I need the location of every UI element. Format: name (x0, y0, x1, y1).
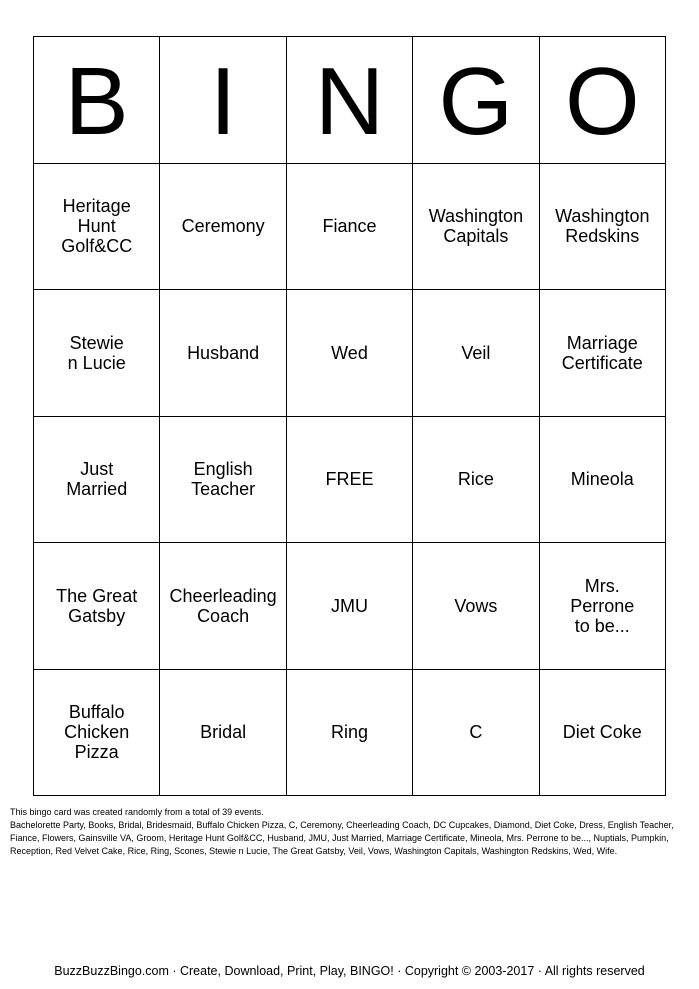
bingo-cell: Marriage Certificate (540, 290, 666, 417)
bingo-cell: Diet Coke (540, 670, 666, 797)
bingo-cell: Cheerleading Coach (160, 543, 286, 670)
event-list-footnote (10, 806, 690, 858)
bingo-cell: JMU (287, 543, 413, 670)
footnote-events: Bachelorette Party, Books, Bridal, Bridesmaid, Buffalo Chicken Pizza, C, Ceremony, Cheerleading Coach, DC Cupcakes, Diamond, Diet Coke, Dress, English Teacher, Fiance, Flowers, Gainsville VA, Groom, Heritage Hunt Golf&CC, Husband, JMU, Just Married, Marriage Certificate, Mineola, Mrs. Perrone to be..., Nuptials, Pumpkin, Reception, Red Velvet Cake, Rice, Ring, Scones, Stewie n Lucie, The Great Gatsby, Veil, Vows, Washington Capitals, Washington Redskins, Wed, Wife. (10, 820, 674, 856)
bingo-cell: English Teacher (160, 417, 286, 544)
bingo-cell: Rice (413, 417, 539, 544)
bingo-cell: C (413, 670, 539, 797)
bingo-cell: Ring (287, 670, 413, 797)
bingo-cell: Buffalo Chicken Pizza (34, 670, 160, 797)
bingo-cell: Vows (413, 543, 539, 670)
site-footer: BuzzBuzzBingo.com · Create, Download, Print, Play, BINGO! · Copyright © 2003-2017 · All rights reserved (54, 964, 645, 978)
bingo-cell: Wed (287, 290, 413, 417)
free-space-cell: FREE (287, 417, 413, 544)
bingo-cell: Veil (413, 290, 539, 417)
bingo-card (33, 36, 666, 796)
bingo-cell: Heritage Hunt Golf&CC (34, 164, 160, 291)
bingo-cell: Mrs. Perrone to be... (540, 543, 666, 670)
bingo-cell: Mineola (540, 417, 666, 544)
header-letter-n: N (287, 37, 413, 164)
bingo-cell: Washington Capitals (413, 164, 539, 291)
header-letter-g: G (413, 37, 539, 164)
bingo-cell: Just Married (34, 417, 160, 544)
bingo-cell: Washington Redskins (540, 164, 666, 291)
bingo-cell: Ceremony (160, 164, 286, 291)
footnote-intro: This bingo card was created randomly from a total of 39 events. (10, 807, 264, 817)
bingo-cell: Stewie n Lucie (34, 290, 160, 417)
bingo-cell: Fiance (287, 164, 413, 291)
header-letter-b: B (34, 37, 160, 164)
bingo-cell: Bridal (160, 670, 286, 797)
bingo-cell: The Great Gatsby (34, 543, 160, 670)
header-letter-o: O (540, 37, 666, 164)
header-letter-i: I (160, 37, 286, 164)
bingo-cell: Husband (160, 290, 286, 417)
